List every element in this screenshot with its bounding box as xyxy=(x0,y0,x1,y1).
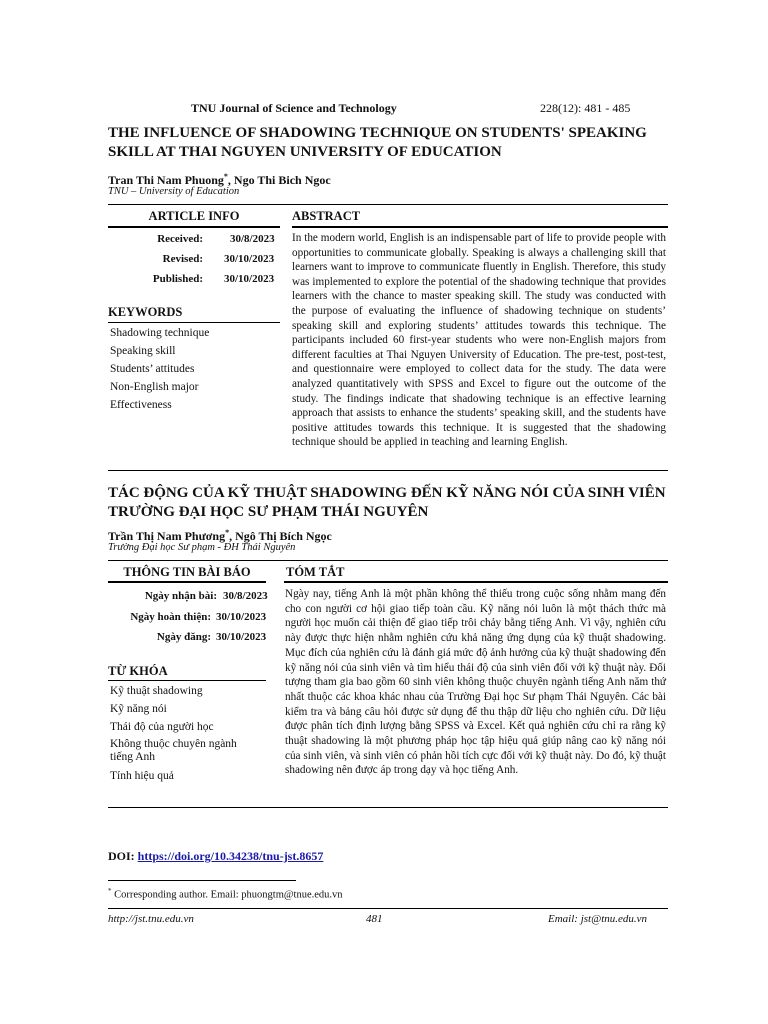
received-date: 30/8/2023 xyxy=(230,233,275,245)
keyword: Speaking skill xyxy=(110,345,176,357)
doi xyxy=(108,849,323,864)
author-secondary: , Ngô Thị Bích Ngọc xyxy=(229,529,332,543)
doi-label: DOI: xyxy=(108,849,138,863)
author-primary: Trần Thị Nam Phương xyxy=(108,529,226,543)
article-title-en: THE INFLUENCE OF SHADOWING TECHNIQUE ON STUDENTS' SPEAKING SKILL AT THAI NGUYEN UNIVERSITY OF EDUCATION xyxy=(108,125,647,160)
abstract-heading-vi: TÓM TẮT xyxy=(286,565,345,579)
keyword: Không thuộc chuyên ngành tiếng Anh xyxy=(110,738,237,763)
received-label: Received: xyxy=(157,233,203,245)
author-primary: Tran Thi Nam Phuong xyxy=(108,173,224,187)
journal-name: TNU Journal of Science and Technology xyxy=(191,101,397,115)
article-info-heading-en: ARTICLE INFO xyxy=(148,209,240,223)
published-label-vi: Ngày đăng: xyxy=(156,631,211,643)
page-number: 481 xyxy=(366,913,383,925)
revised-label: Revised: xyxy=(162,253,203,265)
keywords-list-en xyxy=(110,324,280,414)
keyword: Kỹ thuật shadowing xyxy=(110,685,203,697)
volume-pages: 228(12): 481 - 485 xyxy=(540,101,631,115)
divider xyxy=(108,680,266,681)
article-info-heading-vi: THÔNG TIN BÀI BÁO xyxy=(123,565,251,579)
abstract-text-en: In the modern world, English is an indispensable part of life to provide people with opportunities to communicate globally. Speaking is always a challenging skill that learners want to improve to communicate fluently in English. Therefore, this study was implemented to explore the potential of the shadowing technique that provides learners with the chance to master speaking skill. The study was conducted with the purpose of evaluating the influence of shadowing technique on students’ speaking skill and exploring students’ attitudes towards this technique. The participants included 60 first-year students who were non-English majors from different faculties at Thai Nguyen University of Education. The pre-test, post-test, and questionnaire were employed to collect data for the study. The data were analyzed quantitatively with SPSS and Excel to figure out the outcome of the study. The findings indicate that shadowing technique is an effective learning approach that assists to enhance the students’ speaking skill, and the students have positive attitudes towards this technique. It is suggested that the shadowing technique should be applied in teaching and learning English. xyxy=(292,232,666,449)
keywords-heading-vi: TỪ KHÓA xyxy=(108,664,168,678)
keyword: Students’ attitudes xyxy=(110,363,195,375)
footer-rule xyxy=(108,908,668,909)
affiliation-en: TNU – University of Education xyxy=(108,186,240,197)
abstract-text-vi: Ngày nay, tiếng Anh là một phần không thể thiếu trong cuộc sống nhằm mang đến cho con người cơ hội giao tiếp toàn cầu. Kỹ năng nói luôn là một thách thức mà người học muốn cải thiện để giao tiếp trôi chảy bằng tiếng Anh. Vì vậy, nghiên cứu này được thực hiện nhằm nghiên cứu khả năng ứng dụng của kỹ thuật shadowing. Mục đích của nghiên cứu là đánh giá mức độ ảnh hưởng của kỹ thuật shadowing đến kỹ năng nói của sinh viên và tìm hiểu thái độ của sinh viên đối với kỹ thuật này. Đối tượng tham gia bao gồm 60 sinh viên không thuộc chuyên ngành tiếng Anh năm thứ nhất thuộc các khoa khác nhau của Trường Đại học Sư phạm Thái Nguyên. Các bài kiểm tra và bảng câu hỏi được sử dụng để thu thập dữ liệu cho nghiên cứu. Dữ liệu được phân tích định lượng bằng SPSS và Excel. Kết quả nghiên cứu chỉ ra rằng kỹ thuật shadowing là một phương pháp học tập hiệu quả giúp nâng cao kỹ năng nói của sinh viên, và sinh viên có phản hồi tích cực đối với kỹ thuật này. Do đó, kỹ thuật shadowing nên được áp trong dạy và học tiếng Anh. xyxy=(285,588,666,777)
divider xyxy=(108,204,668,205)
abstract-heading-en: ABSTRACT xyxy=(292,209,361,223)
footnote-mark: * xyxy=(108,887,112,895)
divider xyxy=(108,807,668,808)
keyword: Shadowing technique xyxy=(110,327,210,339)
revised-label-vi: Ngày hoàn thiện: xyxy=(130,611,211,623)
keyword: Kỹ năng nói xyxy=(110,703,167,715)
affiliation-vi: Trường Đại học Sư phạm - ĐH Thái Nguyên xyxy=(108,542,296,553)
footnote xyxy=(108,887,343,901)
author-secondary: , Ngo Thi Bich Ngoc xyxy=(227,173,331,187)
revised-date: 30/10/2023 xyxy=(224,253,275,265)
footnote-text: Corresponding author. Email: phuongtm@tnue.edu.vn xyxy=(111,889,343,901)
divider xyxy=(108,226,280,228)
keywords-list-vi xyxy=(110,682,260,785)
corresponding-mark: * xyxy=(223,172,228,181)
keywords-heading-en: KEYWORDS xyxy=(108,305,183,319)
footer-email: Email: jst@tnu.edu.vn xyxy=(548,913,648,925)
doi-link[interactable]: https://doi.org/10.34238/tnu-jst.8657 xyxy=(137,849,324,863)
footer-website: http://jst.tnu.edu.vn xyxy=(108,913,194,925)
published-date-vi: 30/10/2023 xyxy=(216,631,267,643)
divider xyxy=(284,581,668,583)
keyword: Thái độ của người học xyxy=(110,721,214,733)
published-label: Published: xyxy=(152,273,203,285)
published-date: 30/10/2023 xyxy=(224,273,275,285)
divider xyxy=(108,581,266,583)
keyword: Effectiveness xyxy=(110,399,172,411)
keyword: Tính hiệu quả xyxy=(110,770,174,782)
received-date-vi: 30/8/2023 xyxy=(223,590,268,602)
divider xyxy=(108,322,280,323)
divider xyxy=(108,470,668,471)
revised-date-vi: 30/10/2023 xyxy=(216,611,267,623)
divider xyxy=(292,226,668,228)
article-title-vi: TÁC ĐỘNG CỦA KỸ THUẬT SHADOWING ĐẾN KỸ NĂNG NÓI CỦA SINH VIÊN TRƯỜNG ĐẠI HỌC SƯ PHẠM THÁI NGUYÊN xyxy=(108,485,666,520)
keyword: Non-English major xyxy=(110,381,199,393)
divider xyxy=(108,560,668,561)
received-label-vi: Ngày nhận bài: xyxy=(144,590,217,602)
footnote-rule xyxy=(108,880,296,881)
corresponding-mark: * xyxy=(225,528,230,537)
